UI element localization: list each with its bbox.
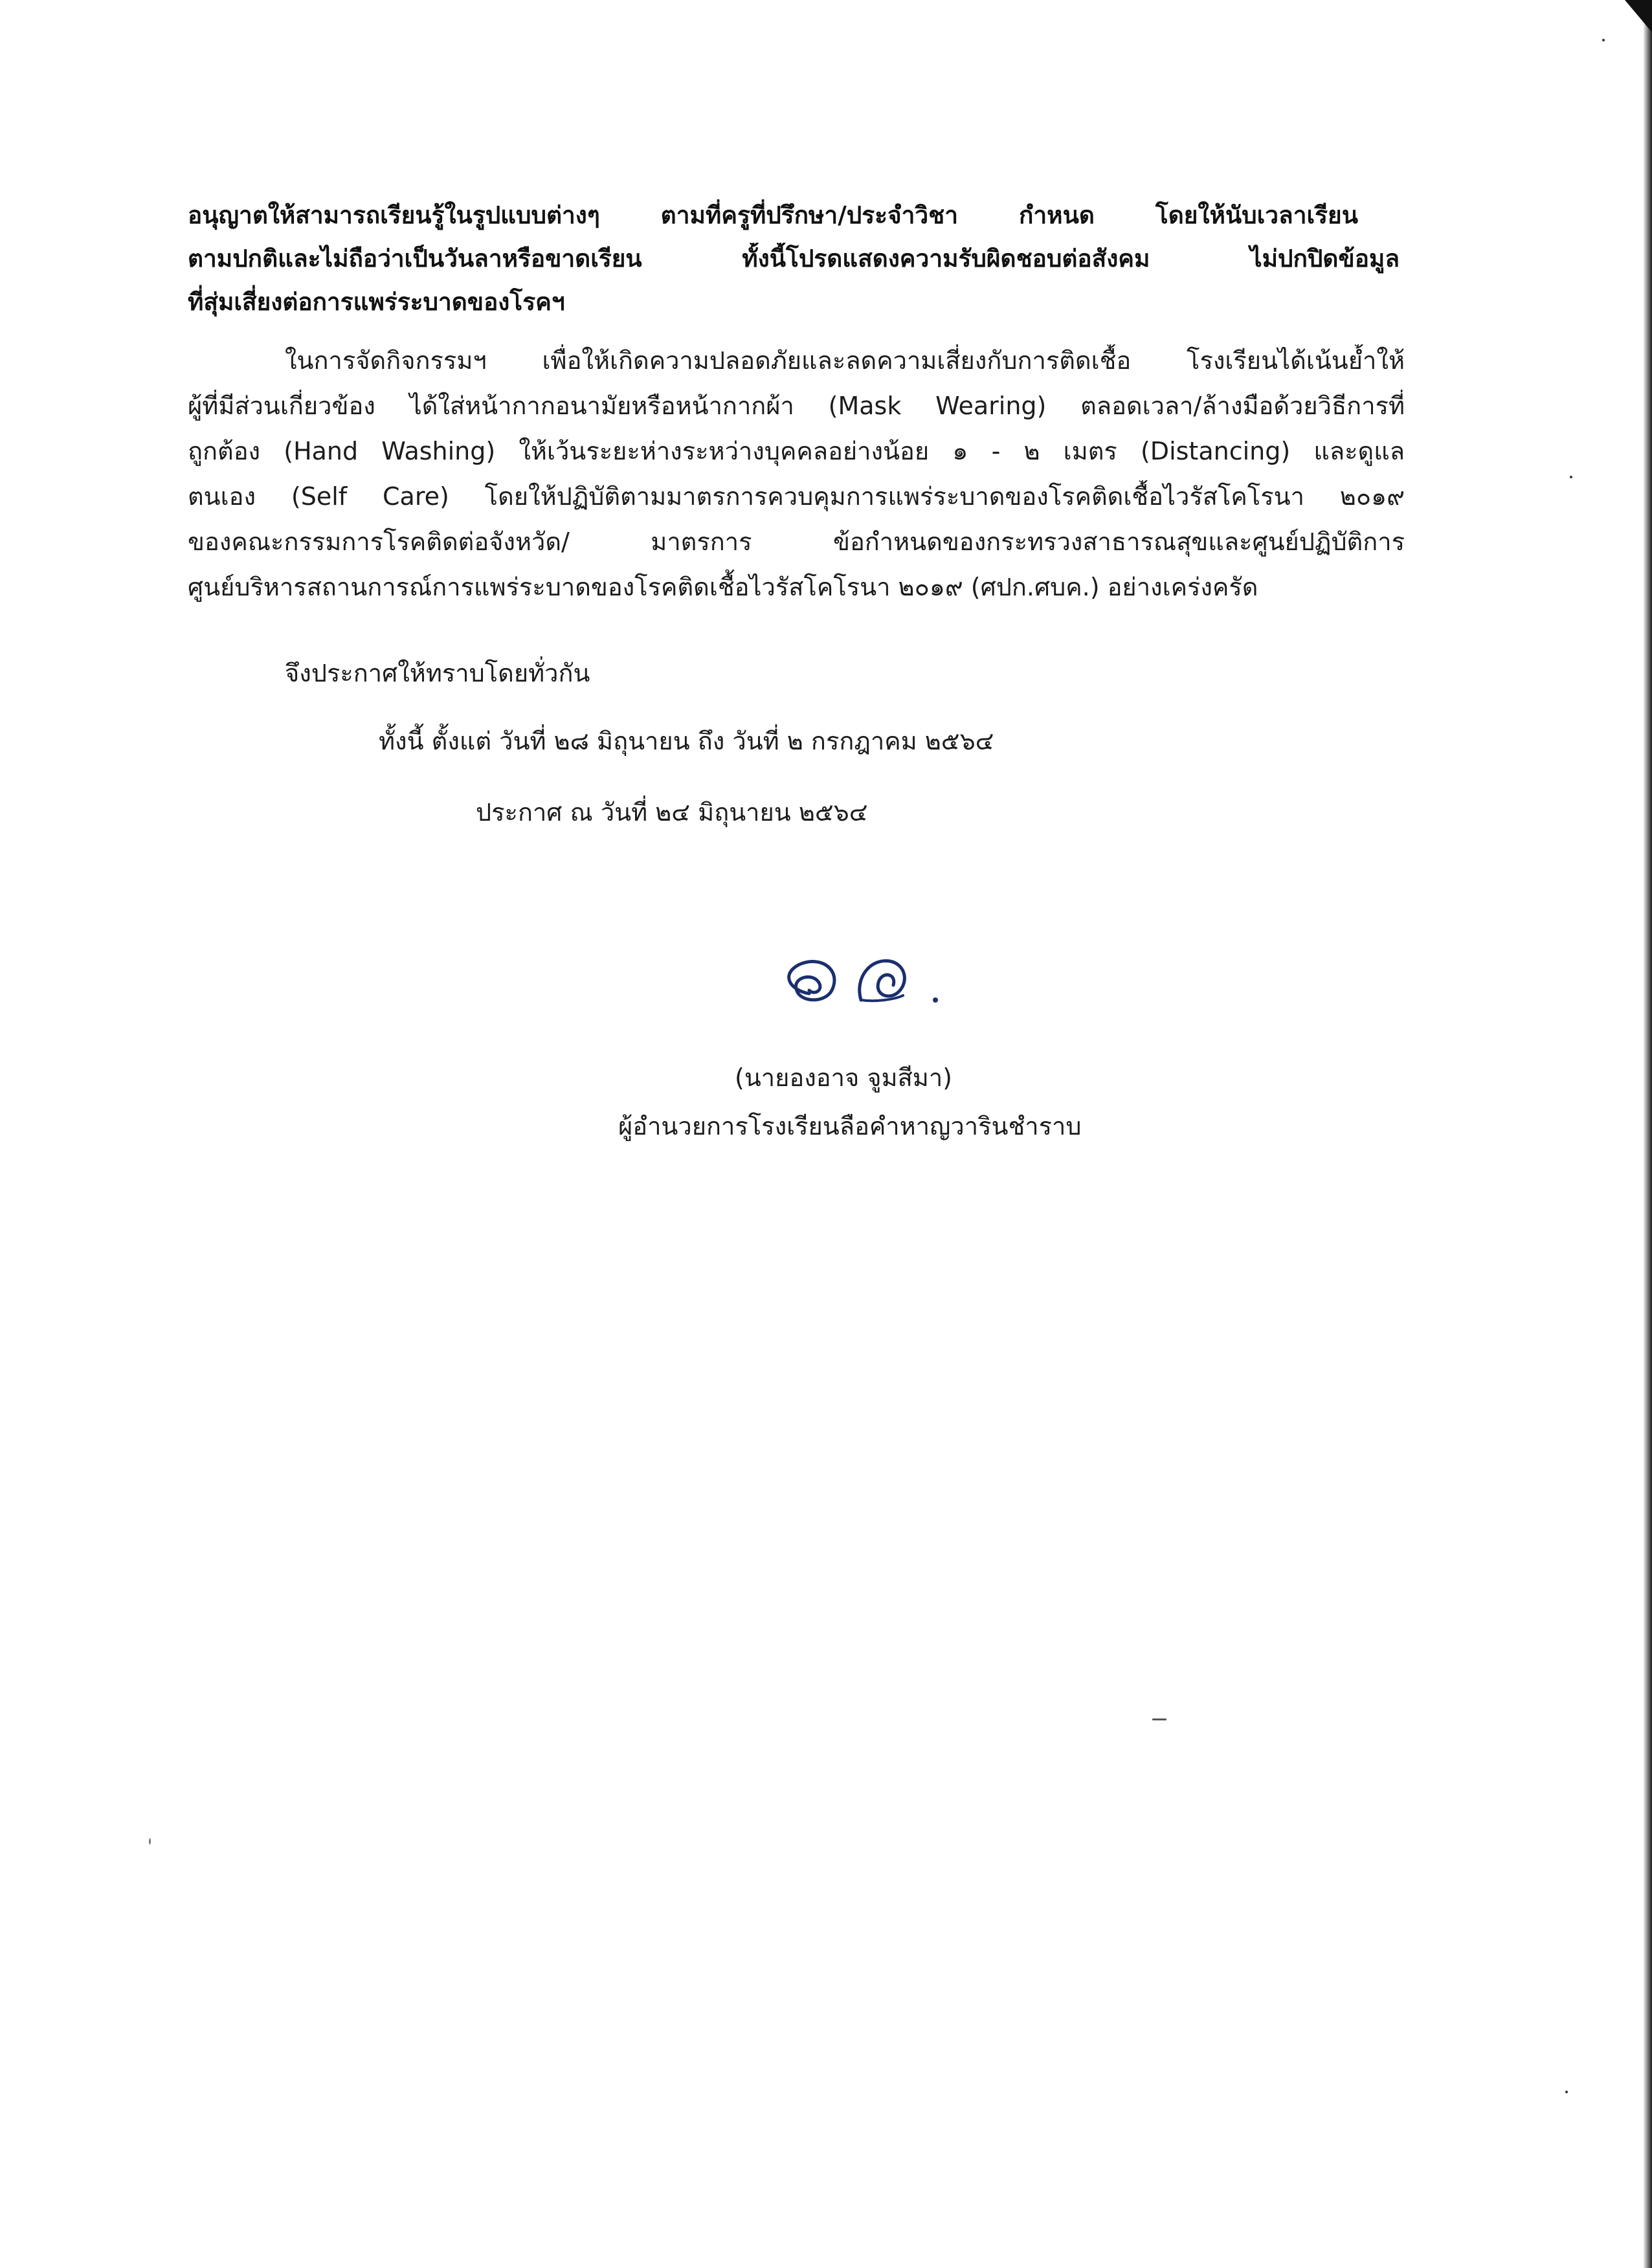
paragraph-line-6: ศูนย์บริหารสถานการณ์การแพร่ระบาดของโรคติดเชื้อไวรัสโคโรนา ๒๐๑๙ (ศปก.ศบค.) อย่างเคร่งครัด [188, 573, 1258, 601]
scan-speck [1570, 476, 1572, 478]
signatory-position: ผู้อำนวยการโรงเรียนลือคำหาญวารินชำราบ [618, 1112, 1082, 1140]
scan-speck [1602, 39, 1605, 41]
bold-line-3: ที่สุ่มเสี่ยงต่อการแพร่ระบาดของโรคฯ [188, 288, 565, 316]
signature-mark [764, 939, 958, 1036]
paragraph-line-5: ของคณะกรรมการโรคติดต่อจังหวัด/ มาตรการ ข้อกำหนดของกระทรวงสาธารณสุขและศูนย์ปฏิบัติการ [188, 528, 1405, 556]
paragraph-line-1: ในการจัดกิจกรรมฯ เพื่อให้เกิดความปลอดภัยและลดความเสี่ยงกับการติดเชื้อ โรงเรียนได้เน้นย้ำให้ [285, 346, 1405, 375]
effective-period: ทั้งนี้ ตั้งแต่ วันที่ ๒๘ มิถุนายน ถึง วันที่ ๒ กรกฎาคม ๒๕๖๔ [379, 727, 994, 755]
scan-speck [149, 1838, 151, 1845]
bold-line-2: ตามปกติและไม่ถือว่าเป็นวันลาหรือขาดเรียน ทั้งนี้โปรดแสดงความรับผิดชอบต่อสังคม ไม่ปกปิดข้อมูล [188, 245, 1400, 272]
scan-speck [1565, 2091, 1568, 2093]
paragraph-line-2: ผู้ที่มีส่วนเกี่ยวข้อง ได้ใส่หน้ากากอนามัยหรือหน้ากากผ้า (Mask Wearing) ตลอดเวลา/ล้างมือด้วยวิธีการที่ [188, 392, 1405, 420]
signatory-name: (นายองอาจ จูมสีมา) [735, 1063, 953, 1092]
scan-edge-shadow [1643, 0, 1652, 2268]
scan-speck [1152, 1718, 1166, 1720]
paragraph-line-3: ถูกต้อง (Hand Washing) ให้เว้นระยะห่างระหว่างบุคคลอย่างน้อย ๑ - ๒ เมตร (Distancing) และดูแล [188, 437, 1405, 465]
bold-line-1: อนุญาตให้สามารถเรียนรู้ในรูปแบบต่างๆ ตามที่ครูที่ปรึกษา/ประจำวิชา กำหนด โดยให้นับเวลาเรียน [188, 201, 1358, 229]
announced-date: ประกาศ ณ วันที่ ๒๔ มิถุนายน ๒๕๖๔ [476, 798, 868, 827]
paragraph-line-4: ตนเอง (Self Care) โดยให้ปฏิบัติตามมาตรการควบคุมการแพร่ระบาดของโรคติดเชื้อไวรัสโคโรนา ๒๐๑๙ [188, 482, 1405, 511]
closing-statement: จึงประกาศให้ทราบโดยทั่วกัน [285, 659, 590, 687]
